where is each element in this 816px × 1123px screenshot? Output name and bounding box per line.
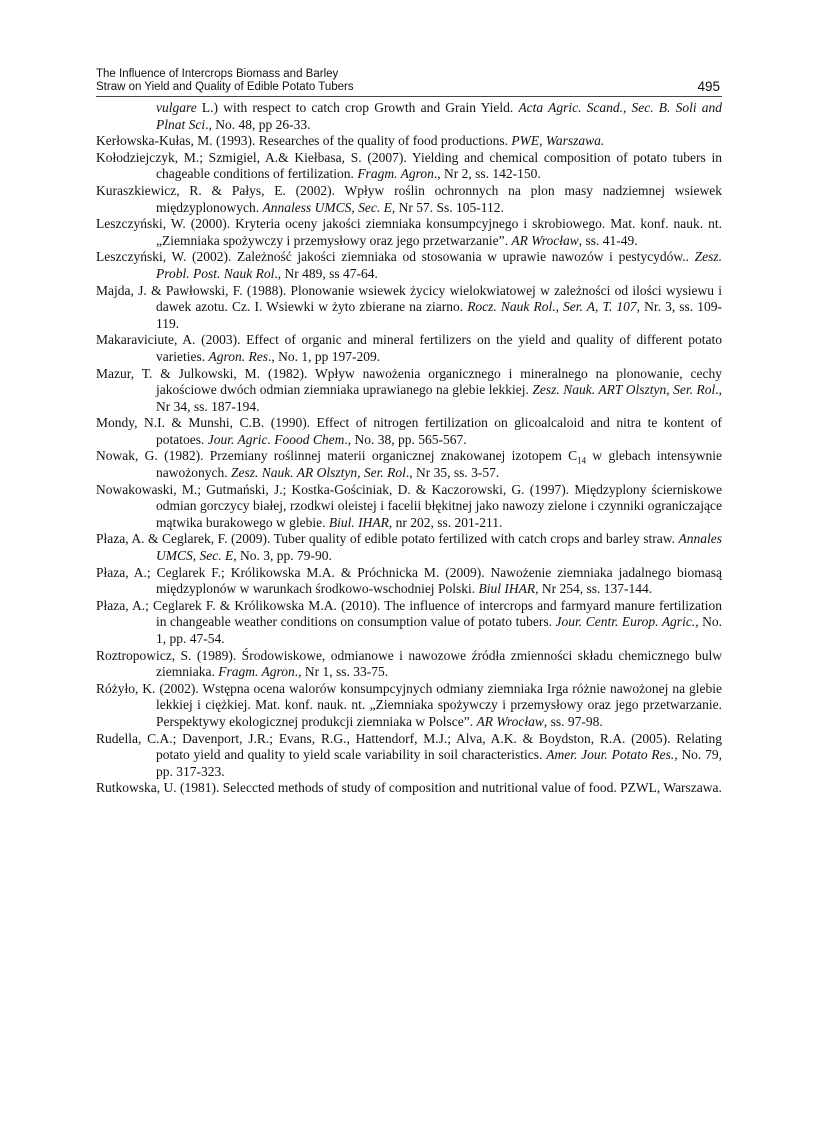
reference-item: Nowakowaski, M.; Gutmański, J.; Kostka-Gościniak, D. & Kaczorowski, G. (1997). Międzyplony ścierniskowe odmian gorczycy białej, rzodkwi oleistej i facelii błękitnej jako nawozy zielone i czynniki ograniczające mątwika burakowego w glebie. Biul. IHAR, nr 202, ss. 201-211. [96,481,722,530]
reference-item: Leszczyński, W. (2002). Zależność jakości ziemniaka od stosowania w uprawie nawozów i pestycydów.. Zesz. Probl. Post. Nauk Rol., Nr 489, ss 47-64. [96,249,722,281]
reference-item: Rutkowska, U. (1981). Seleccted methods of study of composition and nutritional value of food. PZWL, Warszawa. [96,780,722,796]
header-title-line-1: The Influence of Intercrops Biomass and Barley [96,68,339,80]
reference-item: Makaraviciute, A. (2003). Effect of organic and mineral fertilizers on the yield and quality of different potato varieties. Agron. Res., No. 1, pp 197-209. [96,332,722,364]
reference-item: Roztropowicz, S. (1989). Środowiskowe, odmianowe i nawozowe źródła zmienności składu chemicznego bulw ziemniaka. Fragm. Agron., Nr 1, ss. 33-75. [96,647,722,680]
reference-item: Leszczyński, W. (2000). Kryteria oceny jakości ziemniaka konsumpcyjnego i skrobiowego. Mat. konf. nauk. nt. „Ziemniaka spożywczy i przemysłowy oraz jego przetwarzanie”. AR Wrocław, ss. 41-49. [96,216,722,248]
reference-item: Kuraszkiewicz, R. & Pałys, E. (2002). Wpływ roślin ochronnych na plon masy nadziemnej wsiewek międzyplonowych. Annaless UMCS, Sec. E, Nr 57. Ss. 105-112. [96,182,722,215]
reference-item: Nowak, G. (1982). Przemiany roślinnej materii organicznej znakowanej izotopem $C_{14}$ w glebach intensywnie nawożonych. Zesz. Nauk. AR Olsztyn, Ser. Rol., Nr 35, ss. 3-57. [96,448,722,481]
page-number: 495 [697,79,720,94]
reference-list [96,100,722,797]
reference-item: Mondy, N.I. & Munshi, C.B. (1990). Effect of nitrogen fertilization on glicoalcaloid and nitra te kontent of potatoes. Jour. Agric. Foood Chem., No. 38, pp. 565-567. [96,415,722,447]
reference-item: Płaza, A. & Ceglarek, F. (2009). Tuber quality of edible potato fertilized with catch crops and barley straw. Annales UMCS, Sec. E, No. 3, pp. 79-90. [96,531,722,564]
reference-item: Różyło, K. (2002). Wstępna ocena walorów konsumpcyjnych odmiany ziemniaka Irga różnie nawożonej na glebie lekkiej i ciężkiej. Mat. konf. nauk. nt. „Ziemniaka spożywczy i przemysłowy oraz jego przetwarzanie. Perspektywy ekologicznej produkcji ziemniaka w Polsce”. AR Wrocław, ss. 97-98. [96,680,722,729]
reference-item: Kerłowska-Kułas, M. (1993). Researches of the quality of food productions. PWE, Warszawa. [96,133,605,149]
reference-item: Płaza, A.; Ceglarek F.; Królikowska M.A. & Próchnicka M. (2009). Nawożenie ziemniaka jadalnego biomasą międzyplonów w warunkach środkowo-wschodniej Polski. Biul IHAR, Nr 254, ss. 137-144. [96,564,722,597]
reference-item: Majda, J. & Pawłowski, F. (1988). Plonowanie wsiewek życicy wielokwiatowej w zależności od ilości wysiewu i dawek azotu. Cz. I. Wsiewki w żyto zbierane na ziarno. Rocz. Nauk Rol., Ser. A, T. 107, Nr. 3, ss. 109-119. [96,282,722,331]
header-divider [96,96,722,97]
header-title-line-2: Straw on Yield and Quality of Edible Potato Tubers [96,81,354,93]
reference-item: Kołodziejczyk, M.; Szmigiel, A.& Kiełbasa, S. (2007). Yielding and chemical composition of potato tubers in chageable conditions of fertilization. Fragm. Agron., Nr 2, ss. 142-150. [96,149,722,182]
reference-item: Rudella, C.A.; Davenport, J.R.; Evans, R.G., Hattendorf, M.J.; Alva, A.K. & Boydston, R.A. (2005). Relating potato yield and quality to yield scale variability in soil characteristics. Amer. Jour. Potato Res., No. 79, pp. 317-323. [96,730,722,779]
reference-item: Mazur, T. & Julkowski, M. (1982). Wpływ nawożenia organicznego i mineralnego na plonowanie, cechy jakościowe dwóch odmian ziemniaka uprawianego na glebie lekkiej. Zesz. Nauk. ART Olsztyn, Ser. Rol., Nr 34, ss. 187-194. [96,365,722,414]
running-header [96,68,722,94]
reference-item: Płaza, A.; Ceglarek F. & Królikowska M.A. (2010). The influence of intercrops and farmyard manure fertilization in changeable weather conditions on consumption value of potato tubers. Jour. Centr. Europ. Agric., No. 1, pp. 47-54. [96,597,722,646]
reference-item: vulgare L.) with respect to catch crop Growth and Grain Yield. Acta Agric. Scand., Sec. B. Soli and Plnat Sci., No. 48, pp 26-33. [156,100,722,132]
